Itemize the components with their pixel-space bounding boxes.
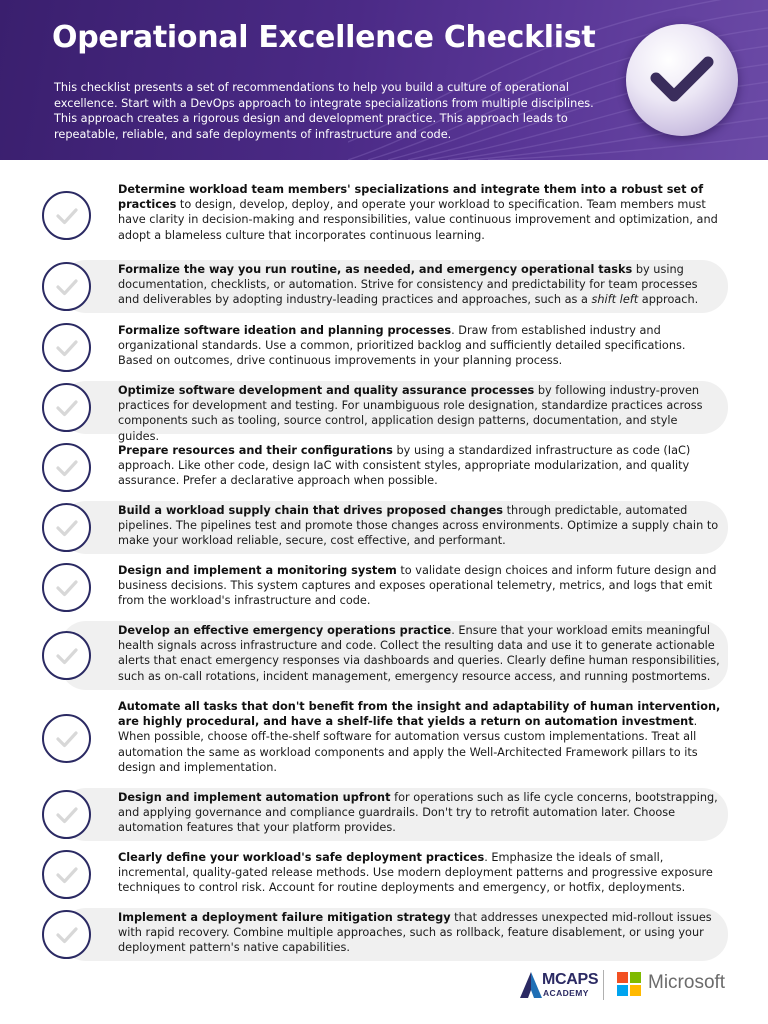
checklist-item [0, 699, 768, 777]
item-description: by using a standardized infrastructure as code (IaC) approach. Like other code, design IaC with consistent styles, appropriate modularization, and quality assurance. Prefer a declarative approach when possible. [118, 444, 691, 488]
checkmark-circle-icon [42, 790, 91, 839]
intro-paragraph: This checklist presents a set of recommendations to help you build a culture of operational excellence. Start with a DevOps approach to integrate specializations from multiple disciplines. This approach creates a rigorous design and development practice. This approach leads to repeatable, reliable, and safe deployments of infrastructure and code. [54, 81, 594, 141]
item-description: by following industry-proven practices for development and testing. For unambiguous role designation, standardize practices across components such as tooling, source control, application design patterns, documentation, and style guides. [118, 384, 703, 443]
checklist-item [0, 910, 768, 958]
checkmark-icon [626, 24, 738, 136]
item-emphasis: shift left [591, 293, 639, 307]
checklist-item [0, 850, 768, 898]
checklist-item [0, 623, 768, 687]
item-text [118, 262, 722, 308]
item-text [118, 623, 722, 684]
checkmark-circle-icon [42, 323, 91, 372]
item-heading: Formalize the way you run routine, as needed, and emergency operational tasks [118, 263, 633, 276]
checkmark-circle-icon [42, 262, 91, 311]
item-description: to validate design choices and inform future design and business decisions. This system captures and exposes operational telemetry, metrics, and logs that emit from the workload's infrastructure and code. [118, 564, 717, 608]
item-text [118, 910, 722, 956]
item-text [118, 563, 722, 609]
item-heading: Clearly define your workload's safe deployment practices [118, 851, 485, 864]
item-heading: Build a workload supply chain that drives proposed changes [118, 504, 504, 517]
item-description: . Ensure that your workload emits meaningful health signals across infrastructure and code. Collect the resulting data and use it to generate actionable alerts that enact emergency responses via dashboards and queries. Clearly define human responsibilities, such as on-call rotations, incident management, emergency resource access, and running postmortems. [118, 624, 720, 683]
item-text [118, 503, 722, 549]
checkmark-circle-icon [42, 563, 91, 612]
checkmark-circle-icon [42, 850, 91, 899]
item-heading: Implement a deployment failure mitigation strategy [118, 911, 451, 924]
checklist-item [0, 323, 768, 371]
item-description: for operations such as life cycle concerns, bootstrapping, and applying governance and compliance guardrails. Don't try to retrofit automation later. Choose automation features that your platform provides. [118, 791, 718, 835]
item-description: . Draw from established industry and organizational standards. Use a common, prioritized backlog and sufficiently detailed specifications. Based on outcomes, drive continuous improvements in your planning process. [118, 324, 686, 368]
item-text [118, 323, 722, 369]
page-title: Operational Excellence Checklist [52, 20, 596, 55]
item-description: to design, develop, deploy, and operate your workload to specification. Team members must have clarity in decision-making and responsibilities, value continuous improvement and optimization, and adopt a blameless culture that incorporates continuous learning. [118, 198, 718, 242]
checkmark-circle-icon [42, 503, 91, 552]
mcaps-logo-text: MCAPS [542, 971, 599, 988]
checklist-item [0, 262, 768, 310]
checklist-item [0, 790, 768, 838]
checkmark-circle-icon [42, 631, 91, 680]
checklist-item [0, 443, 768, 491]
item-heading: Prepare resources and their configurations [118, 444, 393, 457]
checkmark-circle-icon [42, 714, 91, 763]
checklist-item [0, 503, 768, 551]
item-description-tail: approach. [638, 293, 699, 307]
microsoft-logo-icon [617, 972, 641, 996]
item-heading: Formalize software ideation and planning processes [118, 324, 452, 337]
item-text [118, 699, 722, 775]
logo-divider [603, 970, 604, 1000]
checklist-item [0, 563, 768, 611]
checklist-item [0, 383, 768, 443]
item-text [118, 182, 722, 243]
item-text [118, 850, 722, 896]
mcaps-logo-icon [520, 972, 542, 998]
checklist-item [0, 182, 768, 248]
checkmark-badge [626, 24, 738, 136]
item-description: through predictable, automated pipelines. The pipelines test and promote those changes across environments. Optimize a supply chain to make your workload reliable, secure, cost effective, and performant. [118, 504, 719, 548]
mcaps-academy-text: ACADEMY [543, 988, 589, 998]
item-text [118, 383, 722, 444]
header-banner [0, 0, 768, 160]
microsoft-wordmark: Microsoft [648, 972, 726, 993]
item-text [118, 443, 722, 489]
item-heading: Develop an effective emergency operations practice [118, 624, 452, 637]
item-heading: Optimize software development and quality assurance processes [118, 384, 535, 397]
item-text [118, 790, 722, 836]
checkmark-circle-icon [42, 910, 91, 959]
footer-logos [0, 964, 768, 1024]
checkmark-circle-icon [42, 191, 91, 240]
item-heading: Design and implement a monitoring system [118, 564, 397, 577]
checkmark-circle-icon [42, 383, 91, 432]
checkmark-circle-icon [42, 443, 91, 492]
item-description: . Emphasize the ideals of small, incremental, quality-gated release methods. Use modern deployment patterns and progressive exposure techniques to control risk. Account for routine deployments and emergency, or hotfix, deployments. [118, 851, 713, 895]
item-heading: Automate all tasks that don't benefit from the insight and adaptability of human intervention, are highly procedural, and have a shelf-life that yields a return on automation investment [118, 700, 721, 729]
item-description: . When possible, choose off-the-shelf software for automation versus custom implementations. Treat all automation the same as workload components and apply the Well-Architected Framework pillars to its design and implementation. [118, 715, 698, 774]
item-description: that addresses unexpected mid-rollout issues with rapid recovery. Combine multiple approaches, such as rollback, feature disablement, or using your deployment pattern's native capabilities. [118, 911, 712, 955]
item-heading: Determine workload team members' specializations and integrate them into a robust set of practices [118, 183, 704, 212]
item-description: by using documentation, checklists, or automation. Strive for consistency and predictability for team processes and deliverables by adopting industry-leading practices and approaches, such as a [118, 263, 698, 307]
item-heading: Design and implement automation upfront [118, 791, 391, 804]
